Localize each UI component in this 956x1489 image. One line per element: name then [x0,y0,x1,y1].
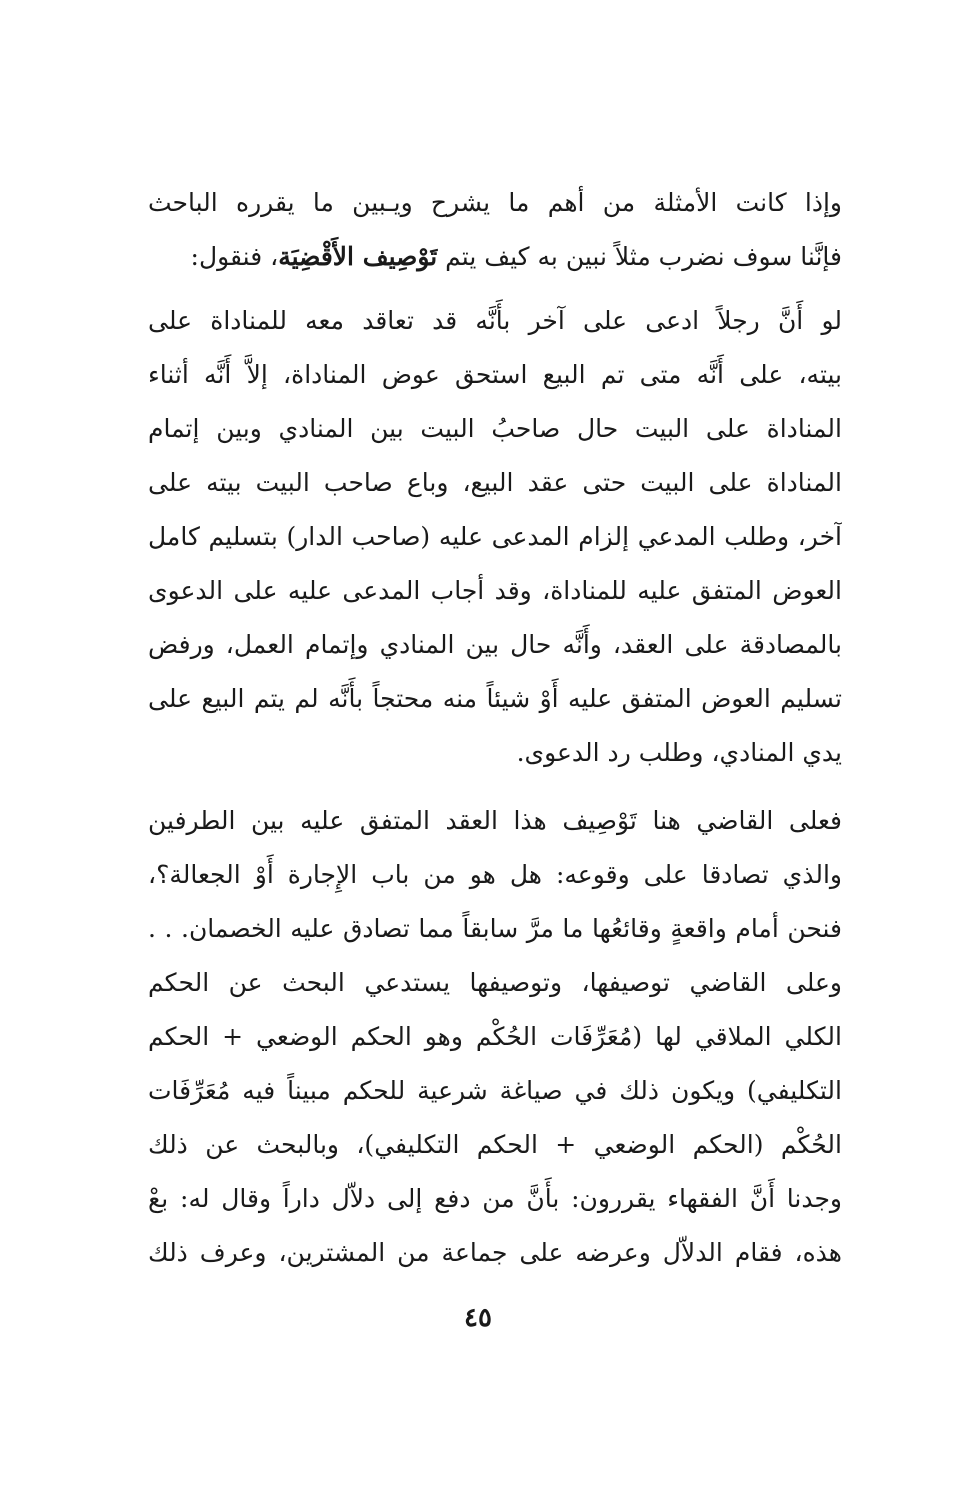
text-line: آخر، وطلب المدعي إلزام المدعى عليه (صاحب الدار) بتسليم كامل [148,522,842,551]
text-line: وجدنا أَنَّ الفقهاء يقررون: بأَنَّ من دفع إلى دلاّل داراً وقال له: بعْ [148,1184,842,1213]
text-line: المناداة على البيت حتى عقد البيع، وباع صاحب البيت بيته على [148,468,842,497]
page-number: ٤٥ [464,1303,492,1333]
text-segment: ، فنقول: [190,242,279,271]
text-line: التكليفي) ويكون ذلك في صياغة شرعية للحكم مبيناً فيه مُعَرِّفَات [148,1076,842,1105]
text-line: الحُكْم (الحكم الوضعي + الحكم التكليفي)، وبالبحث عن ذلك [148,1130,842,1159]
text-line: والذي تصادقا على وقوعه: هل هو من باب الإِجارة أَوْ الجعالة؟، [148,860,842,889]
text-line: هذه، فقام الدلاّل وعرضه على جماعة من المشترين، وعرف ذلك [148,1238,842,1267]
text-line: المناداة على البيت حال صاحبُ البيت بين المنادي وبين إتمام [148,414,842,443]
text-line: فعلى القاضي هنا تَوْصِيف هذا العقد المتفق عليه بين الطرفين [148,806,842,835]
text-line: بالمصادقة على العقد، وأَنَّه حال بين المنادي وإتمام العمل، ورفض [148,630,842,659]
text-line: الكلي الملاقي لها (مُعَرِّفَات الحُكْم وهو الحكم الوضعي + الحكم [148,1022,842,1051]
text-line: العوض المتفق عليه للمناداة، وقد أجاب المدعى عليه على الدعوى [148,576,842,605]
paragraph-intro [148,176,842,284]
text-line: بيته، على أَنَّه متى تم البيع استحق عوض المناداة، إلاَّ أَنَّه أثناء [148,360,842,389]
bold-term: تَوْصِيف الأَقْضِيَة [278,242,438,271]
text-line: وعلى القاضي توصيفها، وتوصيفها يستدعي البحث عن الحكم [148,968,842,997]
text-line: لو أَنَّ رجلاً ادعى على آخر بأَنَّه قد تعاقد معه للمناداة على [148,306,842,335]
text-line: فنحن أمام واقعةٍ وقائعُها ما مرَّ سابقاً مما تصادق عليه الخصمان. . . [148,914,842,943]
text-line: وإذا كانت الأمثلة من أهم ما يشرح ويـبين ما يقرره الباحث [148,188,842,217]
text-segment: فإنَّنا سوف نضرب مثلاً نبين به كيف يتم [445,242,842,271]
paragraph-example [148,294,842,780]
text-line: يدي المنادي، وطلب رد الدعوى. [516,738,842,767]
text-line [148,230,842,284]
paragraph-analysis [148,794,842,1280]
text-line: تسليم العوض المتفق عليه أَوْ شيئاً منه محتجاً بأَنَّه لم يتم البيع على [148,684,842,713]
